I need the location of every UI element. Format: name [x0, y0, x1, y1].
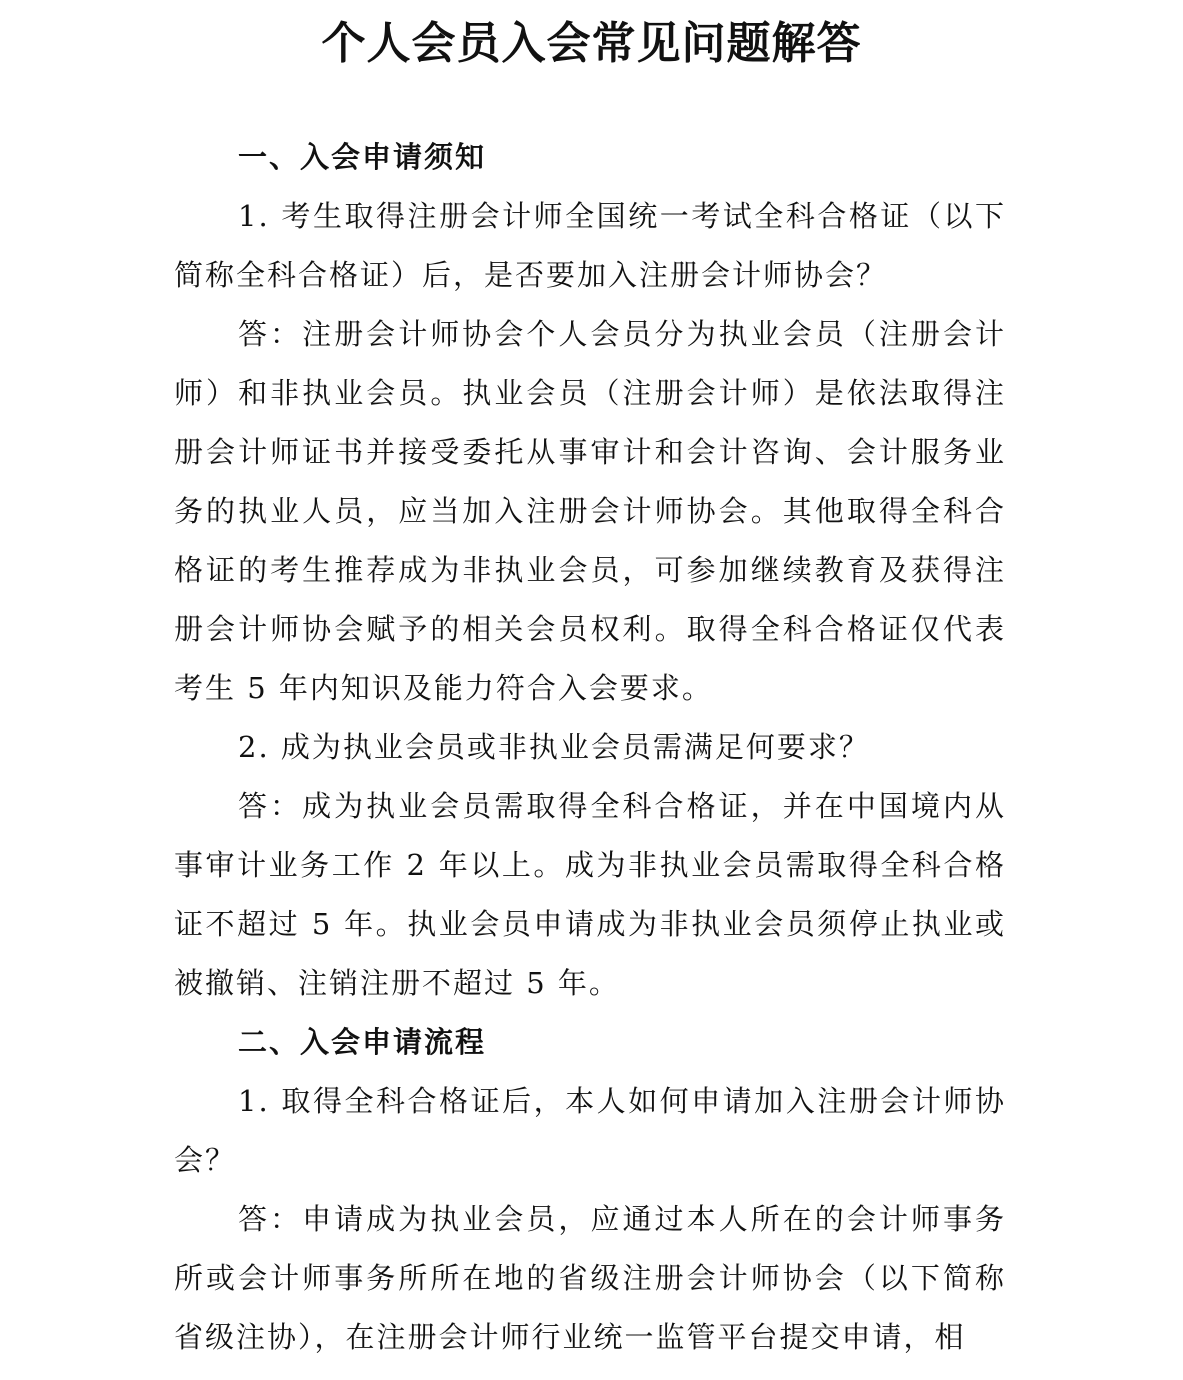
document-title: 个人会员入会常见问题解答 [321, 18, 862, 69]
answer-1-1: 答：注册会计师协会个人会员分为执业会员（注册会计师）和非执业会员。执业会员（注册会计师）是依法取得注册会计师证书并接受委托从事审计和会计咨询、会计服务业务的执业人员，应当加入注册会计师协会。其他取得全科合格证的考生推荐成为非执业会员，可参加继续教育及获得注册会计师协会赋予的相关会员权利。取得全科合格证仅代表考生 5 年内知识及能力符合入会要求。 [174, 317, 1006, 705]
question-1-2: 2. 成为执业会员或非执业会员需满足何要求？ [238, 730, 870, 764]
question-2-1: 1. 取得全科合格证后，本人如何申请加入注册会计师协会？ [174, 1084, 1006, 1177]
section-heading-application-notice: 一、入会申请须知 [238, 140, 487, 174]
question-1-1: 1. 考生取得注册会计师全国统一考试全科合格证（以下简称全科合格证）后，是否要加入注册会计师协会？ [174, 199, 1006, 292]
section-heading-application-process: 二、入会申请流程 [238, 1025, 487, 1059]
document-body [174, 128, 1006, 1367]
answer-1-2: 答：成为执业会员需取得全科合格证，并在中国境内从事审计业务工作 2 年以上。成为非执业会员需取得全科合格证不超过 5 年。执业会员申请成为非执业会员须停止执业或被撤销、注销注册不超过 5 年。 [174, 789, 1006, 1000]
answer-2-1: 答：申请成为执业会员，应通过本人所在的会计师事务所或会计师事务所所在地的省级注册会计师协会（以下简称省级注协），在注册会计师行业统一监管平台提交申请，相 [174, 1202, 1006, 1354]
